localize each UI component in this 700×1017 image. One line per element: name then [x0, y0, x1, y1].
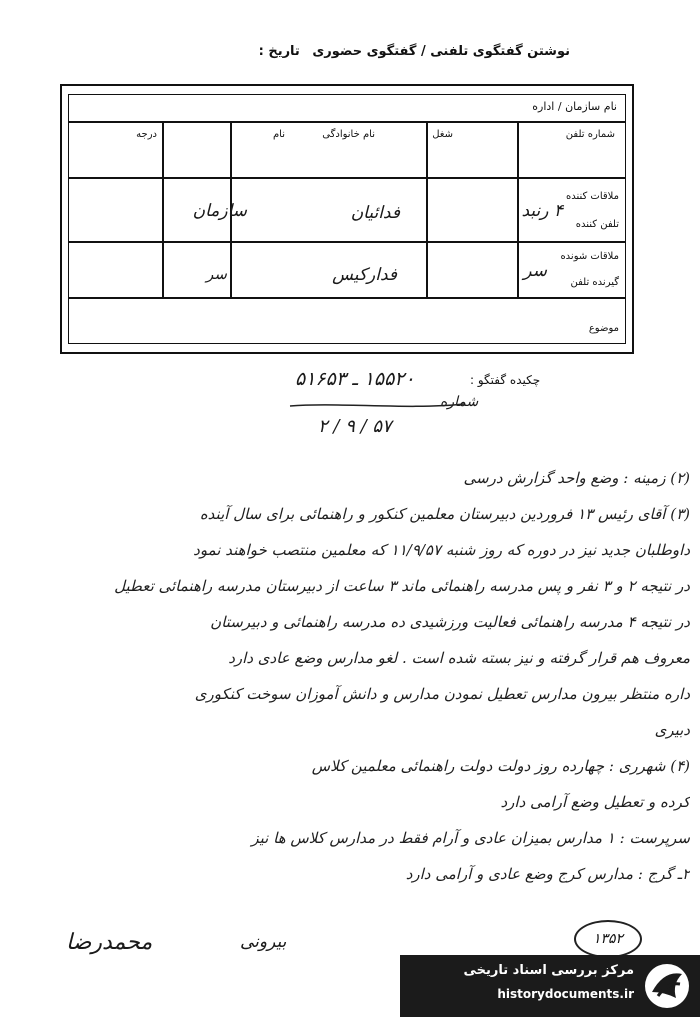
- mode-label: نوشتن گفتگوی تلفنی / گفتگوی حضوری: [312, 44, 570, 59]
- subject-label: موضوع: [588, 323, 619, 334]
- note-line-6: معروف هم قرار گرفته و نیز بسته شده است . لغو مدارس وضع عادی دارد: [228, 649, 690, 667]
- row2-job: سر: [206, 265, 227, 283]
- note-line-9: (۴) شهرری : چهارده روز دولت دولت راهنمائی معلمین کلاس: [311, 757, 690, 775]
- note-line-10: کرده و تعطیل وضع آرامی دارد: [500, 793, 690, 811]
- summary-value-1: ۱۵۵۲۰ ـ ۵۱۶۵۳: [295, 368, 415, 390]
- archive-watermark: [400, 955, 700, 1017]
- row2-label-line2: گیرنده تلفن: [570, 277, 619, 288]
- org-label: نام سازمان / اداره: [532, 100, 617, 113]
- col-name: نام: [272, 129, 285, 140]
- col-job: شغل: [432, 129, 453, 140]
- row2-label-line1: ملاقات شونده: [560, 251, 619, 262]
- row1-job: سازمان: [192, 201, 247, 221]
- document-stamp: [574, 920, 642, 958]
- note-line-4: در نتیجه ۲ و ۳ نفر و پس مدرسه راهنمائی ماند ۳ ساعت از دبیرستان مدرسه راهنمائی تعطیل: [114, 577, 690, 595]
- form-grid: [68, 94, 626, 344]
- row1-rank: ۴ رنبد: [521, 201, 563, 221]
- note-line-12: ۲ـ گرج : مدارس کرج وضع عادی و آرامی دارد: [405, 865, 690, 883]
- row1-family: فدائیان: [350, 203, 400, 223]
- signature-secondary: بیرونی: [240, 932, 287, 952]
- row1-label-line2: تلفن کننده: [575, 219, 619, 230]
- date-label: تاریخ :: [258, 44, 300, 59]
- col-phone: شماره تلفن: [565, 129, 615, 140]
- summary-label: چکیده گفتگو :: [470, 373, 541, 387]
- handwritten-notes: [40, 460, 690, 892]
- note-line-11: سرپرست : ۱ مدارس بمیزان عادی و آرام فقط در مدارس کلاس ها نیز: [251, 829, 690, 847]
- row2-family: فدارکیس: [332, 265, 397, 285]
- col-rank: درجه: [136, 129, 157, 140]
- watermark-title: مرکز بررسی اسناد تاریخی: [463, 963, 634, 978]
- summary-underline: [288, 398, 468, 414]
- note-line-2: (۳) آقای رئیس ۱۳ فروردین دبیرستان معلمین کنکور و راهنمائی برای سال آینده: [199, 505, 690, 523]
- row1-label-line1: ملاقات کننده: [565, 191, 619, 202]
- summary-number-label: شماره: [440, 394, 479, 410]
- note-line-5: در نتیجه ۴ مدرسه راهنمائی فعالیت ورزشیدی ده مدرسه راهنمائی و دبیرستان: [210, 613, 690, 631]
- stamp-number: ۱۳۵۲: [592, 931, 624, 947]
- summary-value-2: ۵۷ / ۹ / ۲: [318, 416, 392, 437]
- signature: محمدرضا: [66, 930, 153, 955]
- meeting-form-table: [60, 84, 634, 354]
- form-header: [150, 44, 570, 66]
- note-line-3: داوطلبان جدید نیز در دوره که روز شنبه ۱۱/۹/۵۷ که معلمین منتصب خواهند نمود: [193, 541, 690, 559]
- row2-rank: سر: [523, 261, 547, 281]
- watermark-url: historydocuments.ir: [497, 987, 634, 1001]
- col-family: نام خانوادگی: [322, 129, 375, 140]
- note-line-7: داره منتظر بیرون مدارس تعطیل نمودن مدارس و دانش آموزان سوخت کنکوری: [194, 685, 690, 703]
- archive-logo-icon: [642, 962, 692, 1010]
- note-line-1: (۲) زمینه : وضع واحد گزارش درسی: [463, 469, 690, 487]
- note-line-8: دبیری: [654, 721, 690, 739]
